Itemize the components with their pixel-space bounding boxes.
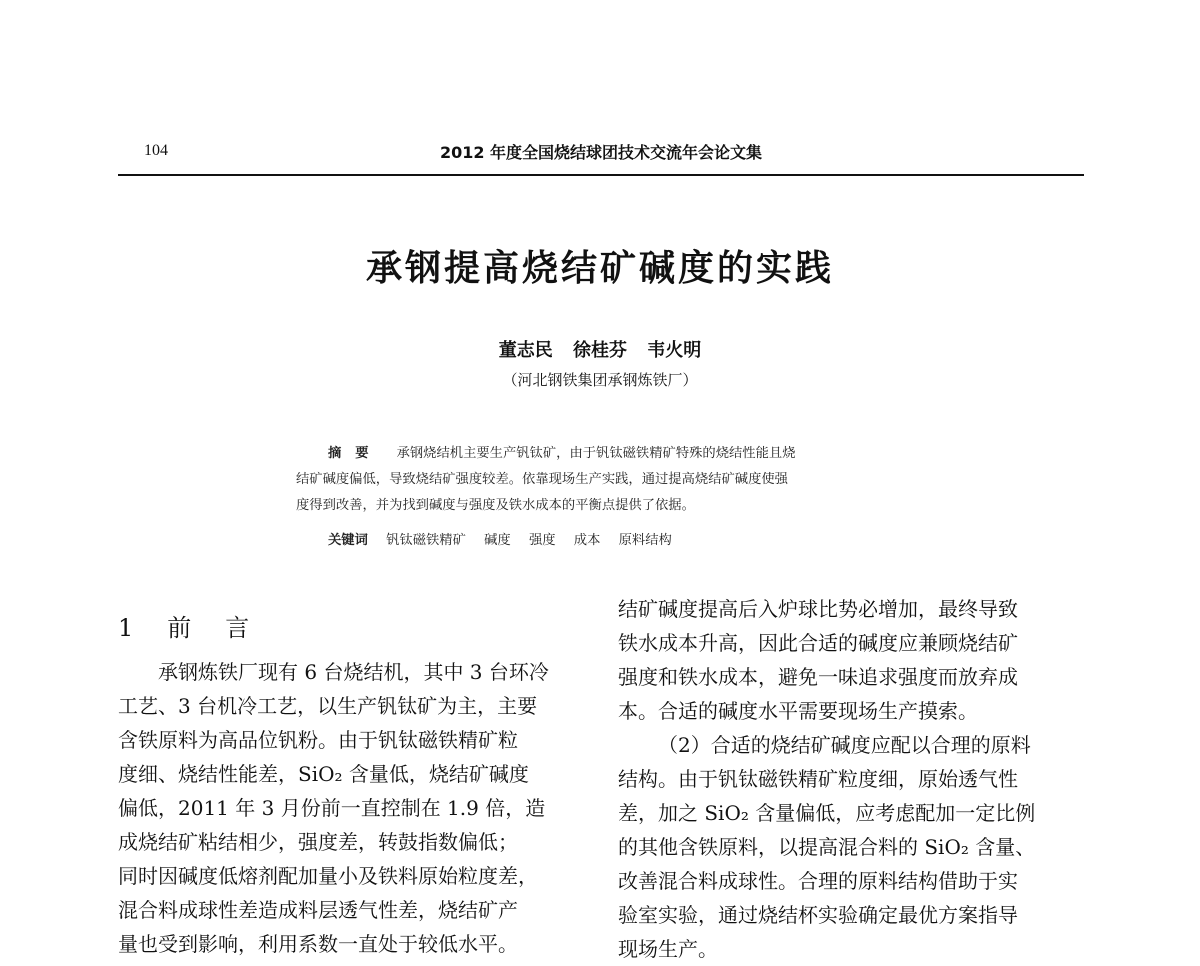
keywords-label: 关键词 [328, 533, 368, 548]
keyword: 成本 [573, 533, 601, 548]
body-line: 含铁原料为高品位钒粉。由于钒钛磁铁精矿粒 [118, 728, 518, 752]
left-column [118, 655, 584, 961]
authors [0, 336, 1200, 362]
body-line: 的其他含铁原料，以提高混合料的 SiO₂ 含量、 [618, 835, 1036, 859]
body-line: 同时因碱度低熔剂配加量小及铁料原始粒度差， [118, 864, 538, 888]
abstract-line: 度得到改善，并为找到碱度与强度及铁水成本的平衡点提供了依据。 [296, 498, 695, 513]
section-number: 1 [118, 614, 134, 642]
body-line: 验室实验，通过烧结杯实验确定最优方案指导 [618, 903, 1018, 927]
affiliation: （河北钢铁集团承钢炼铁厂） [502, 371, 698, 389]
paper-title: 承钢提高烧结矿碱度的实践 [365, 248, 834, 289]
author: 董志民 [498, 340, 553, 361]
body-line: 本。合适的碱度水平需要现场生产摸索。 [618, 699, 978, 723]
body-line: 偏低，2011 年 3 月份前一直控制在 1.9 倍，造 [118, 796, 546, 820]
page-number: 104 [144, 142, 168, 159]
body-line: 量也受到影响，利用系数一直处于较低水平。 [118, 932, 518, 956]
body-line: 成烧结矿粘结相少，强度差，转鼓指数偏低； [118, 830, 518, 854]
keywords [296, 529, 908, 548]
abstract [296, 441, 908, 519]
running-title: 2012 年度全国烧结球团技术交流年会论文集 [439, 143, 763, 162]
body-line: 强度和铁水成本，避免一味追求强度而放弃成 [618, 665, 1018, 689]
section-title: 前言 [167, 614, 284, 642]
abstract-line: 结矿碱度偏低，导致烧结矿强度较差。依靠现场生产实践，通过提高烧结矿碱度使强 [296, 472, 788, 487]
keyword: 碱度 [484, 533, 511, 548]
abstract-line: 承钢烧结机主要生产钒钛矿，由于钒钛磁铁精矿特殊的烧结性能且烧 [396, 446, 796, 461]
body-line: 改善混合料成球性。合理的原料结构借助于实 [618, 869, 1018, 893]
author: 徐桂芬 [573, 340, 627, 361]
body-line: 混合料成球性差造成料层透气性差，烧结矿产 [118, 898, 518, 922]
body-line: （2）合适的烧结矿碱度应配以合理的原料 [658, 733, 1031, 757]
body-line: 结矿碱度提高后入炉球比势必增加，最终导致 [618, 597, 1018, 621]
body-line: 铁水成本升高，因此合适的碱度应兼顾烧结矿 [618, 631, 1018, 655]
keyword: 钒钛磁铁精矿 [386, 533, 466, 548]
right-column [618, 592, 1084, 966]
page-header [118, 138, 1084, 176]
body-line: 现场生产。 [618, 937, 718, 961]
keyword: 强度 [528, 533, 556, 548]
body-line: 结构。由于钒钛磁铁精矿粒度细，原始透气性 [618, 767, 1018, 791]
keyword: 原料结构 [618, 533, 672, 548]
section-heading [118, 608, 283, 643]
body-line: 度细、烧结性能差，SiO₂ 含量低，烧结矿碱度 [118, 762, 529, 786]
body-line: 承钢炼铁厂现有 6 台烧结机，其中 3 台环冷 [158, 660, 549, 684]
author: 韦火明 [647, 340, 702, 361]
abstract-label: 摘要 [328, 446, 383, 461]
body-line: 工艺、3 台机冷工艺，以生产钒钛矿为主，主要 [118, 694, 538, 718]
body-line: 差，加之 SiO₂ 含量偏低，应考虑配加一定比例 [618, 801, 1036, 825]
